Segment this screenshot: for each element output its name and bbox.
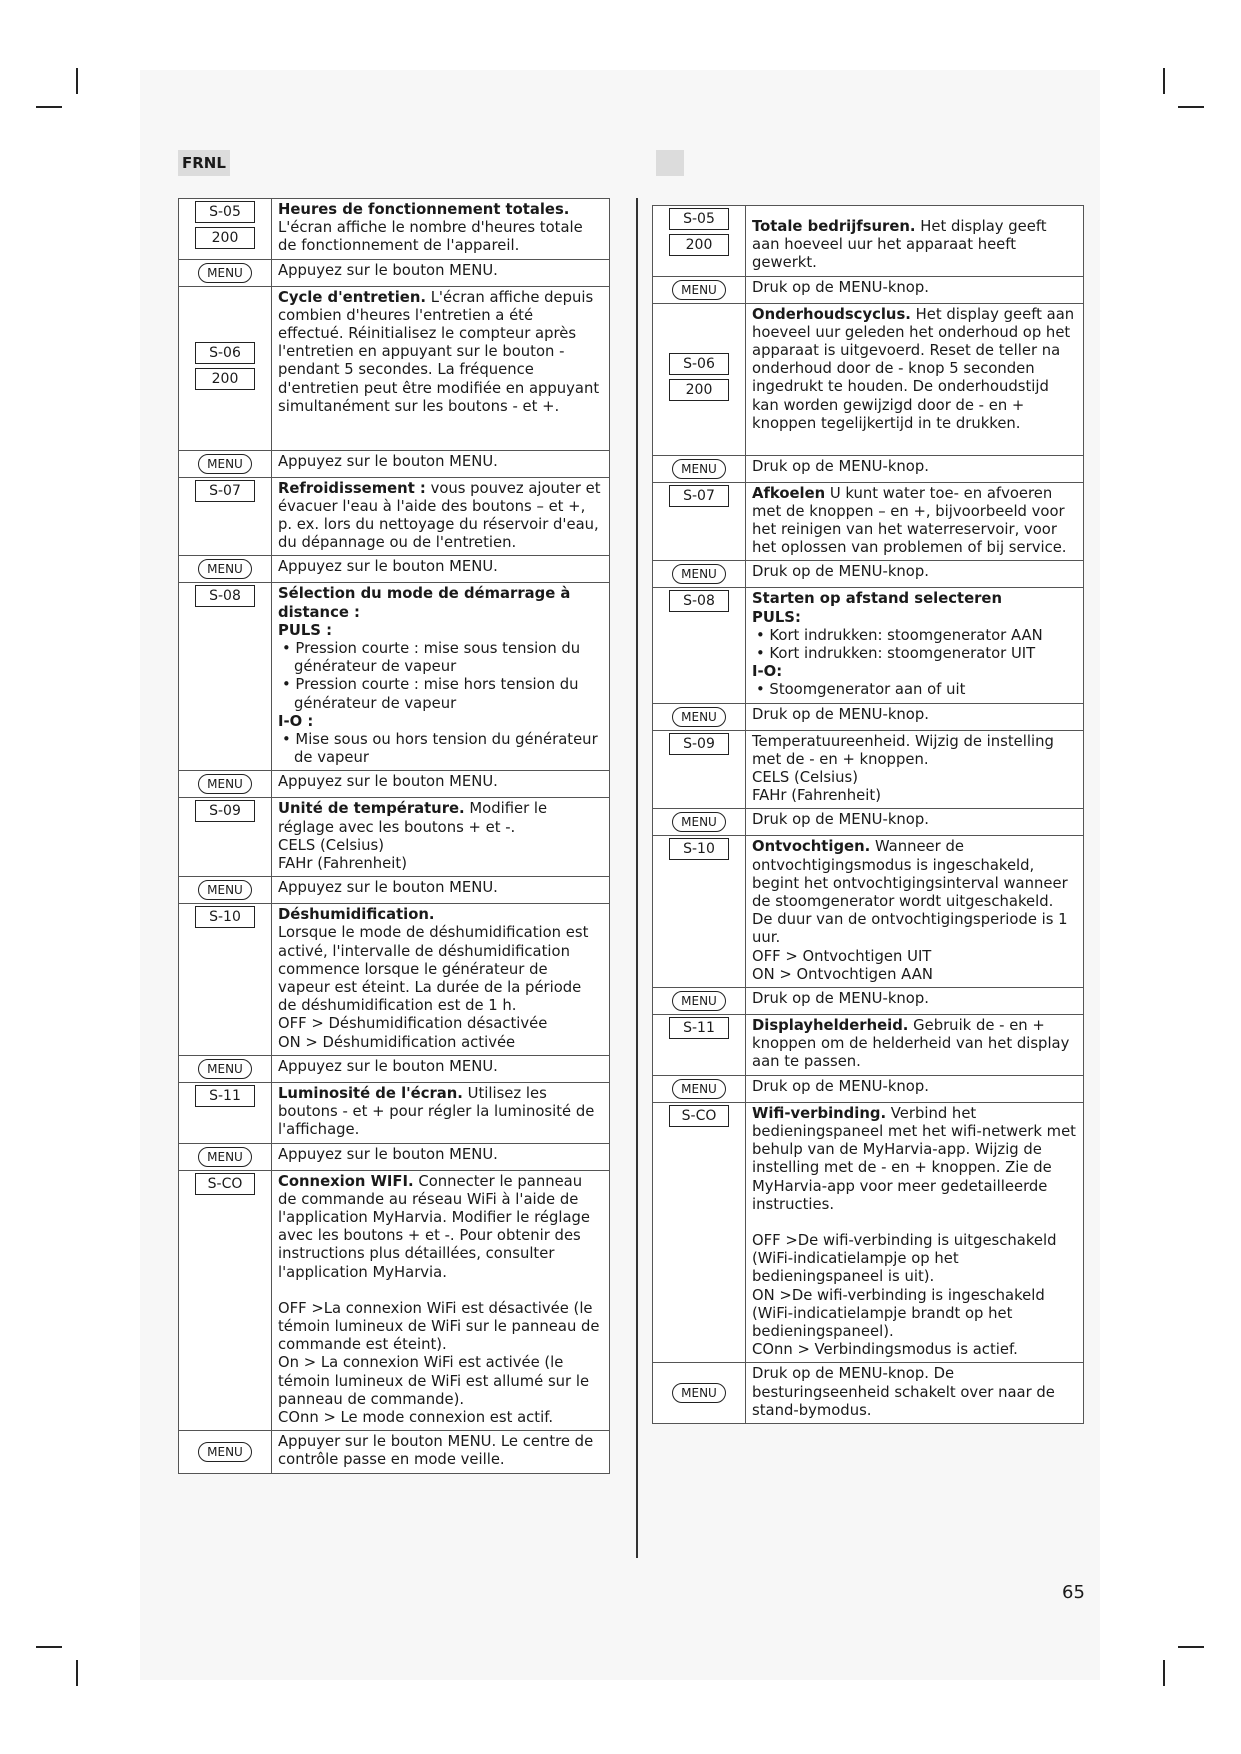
table-row [179,771,610,798]
crop-mark [36,1646,62,1648]
menu-instruction: Appuyez sur le bouton MENU. [272,259,610,286]
menu-instruction: Druk op de MENU-knop. [746,703,1084,730]
table-row [653,809,1084,836]
setting-value: 200 [669,234,729,256]
list-item: • Kort indrukken: stoomgenerator AAN [756,626,1043,644]
language-tab: FRNL [178,150,230,176]
mode-label: I-O : [278,712,314,730]
menu-instruction: Druk op de MENU-knop. [746,988,1084,1015]
menu-instruction: Druk op de MENU-knop. [746,276,1084,303]
setting-title: Displayhelderheid. [752,1017,909,1035]
table-row [653,588,1084,703]
setting-title: Heures de fonctionnement totales. [278,201,570,218]
table-row [179,798,610,877]
table-row [179,286,610,450]
option-line: ON > Ontvochtigen AAN [752,965,933,983]
option-line: On > La connexion WiFi est activée (le témoin lumineux de WiFi est allumé sur le panneau de commande). [278,1354,590,1408]
setting-title: Unité de température. [278,800,465,818]
menu-instruction: Druk op de MENU-knop. [746,1075,1084,1102]
option-line: OFF > Déshumidification désactivée [278,1015,548,1033]
option-line: OFF > Ontvochtigen UIT [752,947,932,965]
menu-instruction: Appuyez sur le bouton MENU. [272,771,610,798]
table-row [179,877,610,904]
setting-value: 200 [195,368,255,390]
setting-title: Refroidissement : [278,479,426,497]
menu-instruction: Druk op de MENU-knop. [746,809,1084,836]
menu-button-icon: MENU [198,454,252,474]
menu-button-icon: MENU [198,1442,252,1462]
option-line: ON > Déshumidification activée [278,1033,516,1051]
settings-table-french [178,198,610,1474]
menu-instruction: Appuyez sur le bouton MENU. [272,450,610,477]
menu-button-icon: MENU [198,1059,252,1079]
option-line: COnn > Verbindingsmodus is actief. [752,1341,1018,1359]
setting-title: Déshumidification. [278,906,435,924]
setting-description: Utilisez les boutons - et + pour régler la luminosité de l'affichage. [278,1084,595,1139]
table-row [653,561,1084,588]
table-row [653,455,1084,482]
setting-code-s08: S-08 [195,585,255,607]
table-row [653,836,1084,988]
mode-label: PULS: [752,608,801,626]
setting-title: Onderhoudscyclus. [752,305,911,323]
table-row [179,904,610,1056]
menu-instruction: Druk op de MENU-knop. De besturingseenheid schakelt over naar de stand-bymodus. [746,1363,1084,1424]
menu-button-icon: MENU [198,263,252,283]
crop-mark [1163,68,1165,94]
table-row [179,259,610,286]
setting-title: Cycle d'entretien. [278,288,426,306]
setting-code-s10: S-10 [195,906,255,928]
setting-code-s07: S-07 [669,485,729,507]
setting-description: Temperatuureenheid. Wijzig de instelling met de - en + knoppen. [752,732,1054,768]
option-line: OFF >De wifi-verbinding is uitgeschakeld (WiFi-indicatielampje op het bedieningspaneel is uit). [752,1231,1057,1286]
setting-code-s11: S-11 [669,1017,729,1039]
menu-button-icon: MENU [198,559,252,579]
table-row [179,1055,610,1082]
option-line: COnn > Le mode connexion est actif. [278,1408,554,1426]
crop-mark [1178,1646,1204,1648]
crop-mark [76,68,78,94]
option-line: OFF >La connexion WiFi est désactivée (le témoin lumineux de WiFi sur le panneau de commande est éteint). [278,1299,600,1354]
menu-button-icon: MENU [198,774,252,794]
crop-mark [36,106,62,108]
menu-button-icon: MENU [672,459,726,479]
setting-title: Connexion WIFI. [278,1172,414,1190]
table-row [179,1082,610,1143]
menu-instruction: Druk op de MENU-knop. [746,455,1084,482]
setting-title: Sélection du mode de démarrage à distance : [278,585,571,621]
table-row [179,477,610,556]
option-line: FAHr (Fahrenheit) [752,787,881,805]
menu-instruction: Druk op de MENU-knop. [746,561,1084,588]
setting-description: Gebruik de - en + knoppen om de helderheid van het display aan te passen. [752,1017,1070,1071]
setting-code-s06: S-06 [195,342,255,364]
crop-mark [1163,1660,1165,1686]
setting-value: 200 [195,227,255,249]
setting-title: Starten op afstand selecteren [752,590,1002,608]
crop-mark [1178,106,1204,108]
menu-button-icon: MENU [672,812,726,832]
table-row [653,1102,1084,1363]
setting-description: Modifier le réglage avec les boutons + et -. [278,800,548,836]
menu-button-icon: MENU [672,1383,726,1403]
table-row [179,1170,610,1431]
setting-code-s08: S-08 [669,590,729,612]
menu-instruction: Appuyez sur le bouton MENU. [272,556,610,583]
list-item: • Pression courte : mise hors tension du générateur de vapeur [282,676,579,712]
setting-description: Verbind het bedieningspaneel met het wifi-netwerk met behulp van de MyHarvia-app. Wijzig de instelling met de - en + knoppen. Zie de MyHarvia-app voor meer gedetailleerde instructies. [752,1104,1076,1213]
table-row [653,988,1084,1015]
list-item: • Mise sous ou hors tension du générateur de vapeur [282,731,598,767]
setting-code-s09: S-09 [195,800,255,822]
setting-description: Connecter le panneau de commande au réseau WiFi à l'aide de l'application MyHarvia. Modifier le réglage avec les boutons + et -. Pour obtenir des instructions plus détaillées, consulter l'application MyHarvia. [278,1172,591,1281]
option-line: CELS (Celsius) [278,836,385,854]
setting-code-s05: S-05 [669,208,729,230]
setting-title: Wifi-verbinding. [752,1104,887,1122]
menu-instruction: Appuyer sur le bouton MENU. Le centre de contrôle passe en mode veille. [272,1431,610,1473]
setting-title: Luminosité de l'écran. [278,1084,463,1102]
setting-description: Wanneer de ontvochtigingsmodus is ingeschakeld, begint het ontvochtigingsinterval wanneer de stoomgenerator wordt uitgeschakeld. De duur van de ontvochtigingsperiode is 1 uur. [752,838,1068,947]
setting-code-s09: S-09 [669,733,729,755]
setting-description: L'écran affiche depuis combien d'heures l'entretien a été effectué. Réinitialisez le compteur après l'entretien en appuyant sur le bouton - pendant 5 secondes. La fréquence d'entretien peut être modifiée en appuyant simultanément sur les boutons - et +. [278,288,600,415]
table-row [653,730,1084,809]
menu-button-icon: MENU [198,880,252,900]
setting-code-s05: S-05 [195,201,255,223]
menu-instruction: Appuyez sur le bouton MENU. [272,1143,610,1170]
setting-title: Afkoelen [752,484,826,502]
menu-instruction: Appuyez sur le bouton MENU. [272,877,610,904]
menu-button-icon: MENU [672,991,726,1011]
page-number: 65 [1062,1582,1085,1603]
menu-button-icon: MENU [672,280,726,300]
table-row [653,1363,1084,1424]
menu-button-icon: MENU [672,1079,726,1099]
table-row [653,703,1084,730]
menu-button-icon: MENU [198,1147,252,1167]
language-tab-right [656,150,684,176]
setting-description: Het display geeft aan hoeveel uur het apparaat heeft gewerkt. [752,218,1047,272]
setting-title: Totale bedrijfsuren. [752,218,916,235]
table-row [653,1015,1084,1076]
table-row [179,583,610,771]
option-line: FAHr (Fahrenheit) [278,855,407,873]
table-row [653,1075,1084,1102]
setting-description: vous pouvez ajouter et évacuer l'eau à l'aide des boutons – et +, p. ex. lors du nettoyage du réservoir d'eau, du dépannage ou de l'entretien. [278,479,601,552]
setting-title: Ontvochtigen. [752,838,871,856]
menu-button-icon: MENU [672,707,726,727]
setting-description: L'écran affiche le nombre d'heures totale de fonctionnement de l'appareil. [278,219,583,255]
mode-label: I-O: [752,663,783,681]
setting-description: Het display geeft aan hoeveel uur geleden het onderhoud op het apparaat is uitgevoerd. Reset de teller na onderhoud door de - knop 5 seconden ingedrukt te houden. De onderhoudstijd kan worden gewijzigd door de - en + knoppen tegelijkertijd in te drukken. [752,305,1075,432]
setting-code-sco: S-CO [669,1105,729,1127]
list-item: • Kort indrukken: stoomgenerator UIT [756,645,1036,663]
setting-code-s11: S-11 [195,1085,255,1107]
setting-code-sco: S-CO [195,1173,255,1195]
option-line: CELS (Celsius) [752,769,859,787]
menu-button-icon: MENU [672,564,726,584]
table-row [179,1431,610,1473]
table-row [179,450,610,477]
setting-description: Lorsque le mode de déshumidification est activé, l'intervalle de déshumidification commence lorsque le générateur de vapeur est éteint. La durée de la période de déshumidification est de 1 h. [278,924,589,1015]
setting-code-s06: S-06 [669,353,729,375]
setting-code-s10: S-10 [669,838,729,860]
table-row [653,276,1084,303]
list-item: • Stoomgenerator aan of uit [756,681,966,699]
table-row [179,556,610,583]
crop-mark [76,1660,78,1686]
setting-value: 200 [669,379,729,401]
settings-table-dutch [652,205,1084,1424]
setting-code-s07: S-07 [195,480,255,502]
table-row [653,303,1084,455]
option-line: ON >De wifi-verbinding is ingeschakeld (WiFi-indicatielampje brandt op het bedieningspaneel). [752,1286,1045,1340]
table-row [179,1143,610,1170]
table-row [179,199,610,260]
mode-label: PULS : [278,621,333,639]
setting-description: U kunt water toe- en afvoeren met de knoppen – en +, bijvoorbeeld voor het reinigen van het waterreservoir, voor het oplossen van problemen of bij service. [752,484,1067,557]
table-row [653,482,1084,561]
column-divider [636,198,638,1558]
table-row [653,206,1084,277]
menu-instruction: Appuyez sur le bouton MENU. [272,1055,610,1082]
list-item: • Pression courte : mise sous tension du générateur de vapeur [282,640,581,676]
